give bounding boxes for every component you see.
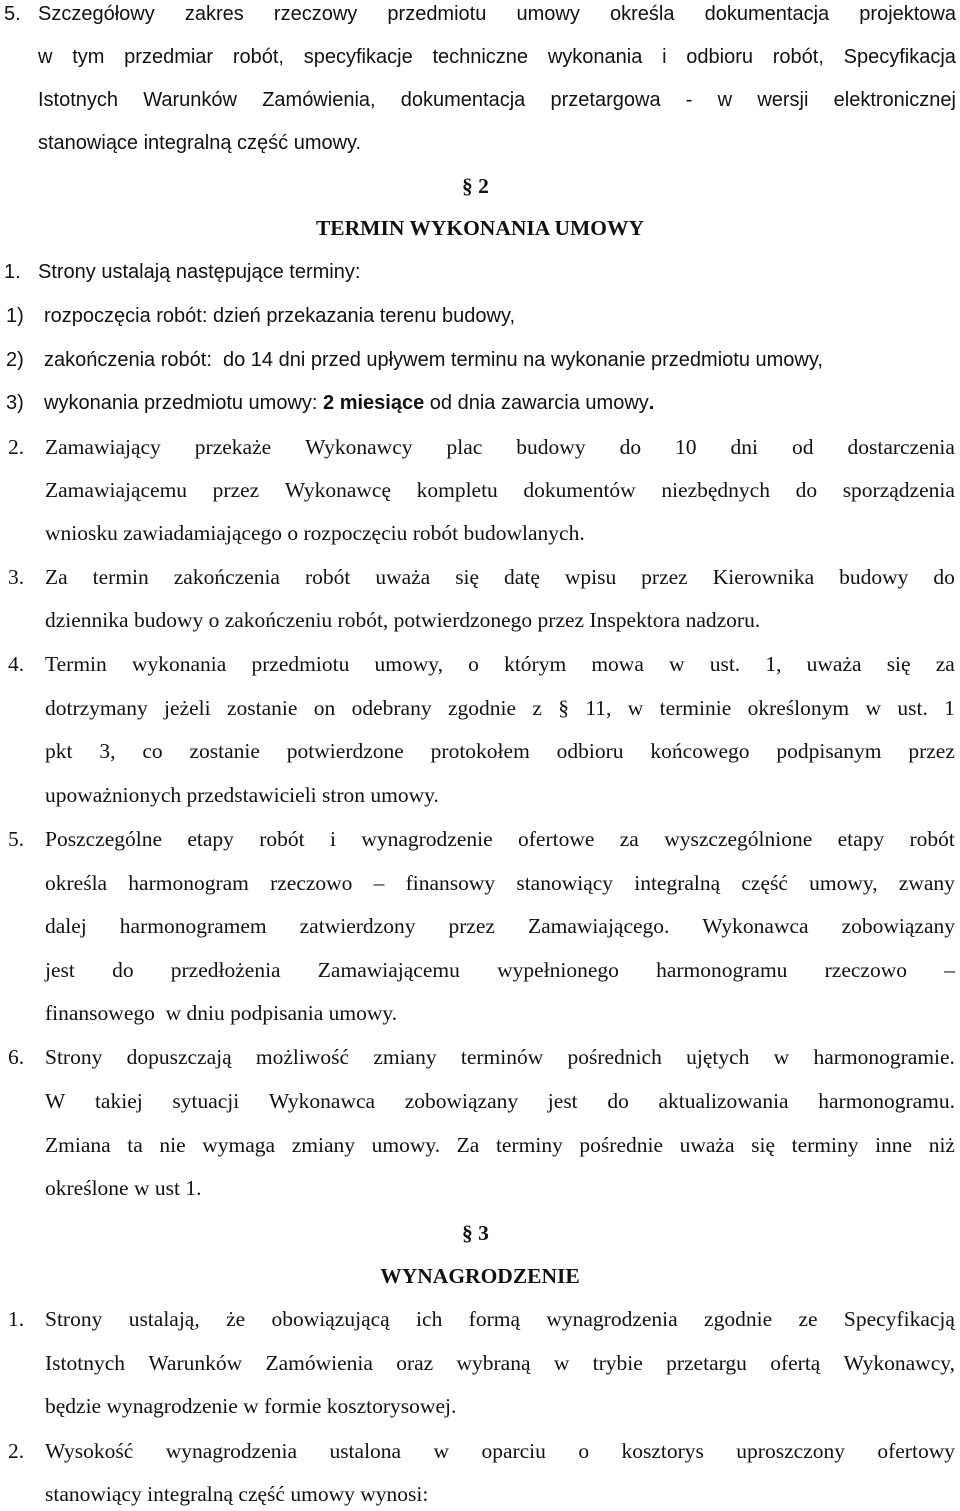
paragraph-line: pkt 3, co zostanie potwierdzone protokołem odbioru końcowego podpisanym przez — [45, 739, 955, 763]
paragraph-line: wniosku zawiadamiającego o rozpoczęciu robót budowlanych. — [45, 521, 585, 545]
item-number: 3) — [6, 392, 24, 414]
paragraph-line: dotrzymany jeżeli zostanie on odebrany zgodnie z § 11, w terminie określonym w ust. 1 — [45, 696, 955, 720]
paragraph-line: Strony ustalają, że obowiązującą ich formą wynagrodzenia zgodnie ze Specyfikacją — [45, 1307, 955, 1331]
paragraph-line: będzie wynagrodzenie w formie kosztorysowej. — [45, 1394, 457, 1418]
paragraph-number: 3. — [8, 565, 25, 589]
paragraph-number: 4. — [8, 652, 25, 676]
section-title: TERMIN WYKONANIA UMOWY — [315, 216, 645, 240]
paragraph-line: Za termin zakończenia robót uważa się datę wpisu przez Kierownika budowy do — [45, 565, 955, 589]
paragraph-line: jest do przedłożenia Zamawiającemu wypełnionego harmonogramu rzeczowo – — [45, 958, 955, 982]
paragraph-number: 5. — [8, 827, 25, 851]
paragraph-number: 2. — [8, 435, 25, 459]
paragraph-line: określone w ust 1. — [45, 1176, 202, 1200]
intro-line: stanowiące integralną część umowy. — [38, 132, 362, 154]
paragraph-line: dziennika budowy o zakończeniu robót, potwierdzonego przez Inspektora nadzoru. — [45, 608, 761, 632]
paragraph-line: Zmiana ta nie wymaga zmiany umowy. Za terminy pośrednie uważa się terminy inne niż — [45, 1133, 955, 1157]
paragraph-line: upoważnionych przedstawicieli stron umowy. — [45, 783, 439, 807]
intro-line: Szczegółowy zakres rzeczowy przedmiotu umowy określa dokumentacja projektowa — [38, 3, 956, 25]
paragraph-number: 2. — [8, 1439, 25, 1463]
section-title: WYNAGRODZENIE — [380, 1264, 580, 1288]
paragraph-line: Wysokość wynagrodzenia ustalona w oparciu o kosztorys uproszczony ofertowy — [45, 1439, 955, 1463]
item-text: zakończenia robót: do 14 dni przed upływem terminu na wykonanie przedmiotu umowy, — [44, 349, 823, 371]
duration-bold: 2 miesiące — [323, 392, 425, 414]
paragraph-line: Zamawiający przekaże Wykonawcy plac budowy do 10 dni od dostarczenia — [45, 435, 955, 459]
item-text: wykonania przedmiotu umowy: 2 miesiące od dnia zawarcia umowy. — [44, 392, 655, 414]
paragraph-line: Termin wykonania przedmiotu umowy, o którym mowa w ust. 1, uważa się za — [45, 652, 955, 676]
paragraph-line: Poszczególne etapy robót i wynagrodzenie ofertowe za wyszczególnione etapy robót — [45, 827, 955, 851]
paragraph-line: Zamawiającemu przez Wykonawcę kompletu dokumentów niezbędnych do sporządzenia — [45, 478, 955, 502]
paragraph-number: 1. — [4, 261, 21, 283]
paragraph-line: stanowiący integralną część umowy wynosi: — [45, 1482, 429, 1506]
item-number: 2) — [6, 349, 24, 371]
paragraph-line: Istotnych Warunków Zamówienia oraz wybraną w trybie przetargu ofertą Wykonawcy, — [45, 1351, 955, 1375]
paragraph-number: 6. — [8, 1045, 25, 1069]
paragraph-line: dalej harmonogramem zatwierdzony przez Zamawiającego. Wykonawca zobowiązany — [45, 914, 955, 938]
paragraph-line: finansowego w dniu podpisania umowy. — [45, 1001, 398, 1025]
intro-line: w tym przedmiar robót, specyfikacje techniczne wykonania i odbioru robót, Specyfikacja — [38, 46, 956, 68]
paragraph-number: 1. — [8, 1307, 25, 1331]
paragraph-text: Strony ustalają następujące terminy: — [38, 261, 361, 283]
paragraph-line: W takiej sytuacji Wykonawca zobowiązany jest do aktualizowania harmonogramu. — [45, 1089, 955, 1113]
paragraph-number: 5. — [4, 3, 21, 25]
paragraph-line: Strony dopuszczają możliwość zmiany terminów pośrednich ujętych w harmonogramie. — [45, 1045, 955, 1069]
paragraph-line: określa harmonogram rzeczowo – finansowy stanowiący integralną część umowy, zwany — [45, 871, 955, 895]
item-text: rozpoczęcia robót: dzień przekazania terenu budowy, — [44, 305, 516, 327]
item-number: 1) — [6, 305, 24, 327]
intro-line: Istotnych Warunków Zamówienia, dokumentacja przetargowa - w wersji elektronicznej — [38, 89, 956, 111]
